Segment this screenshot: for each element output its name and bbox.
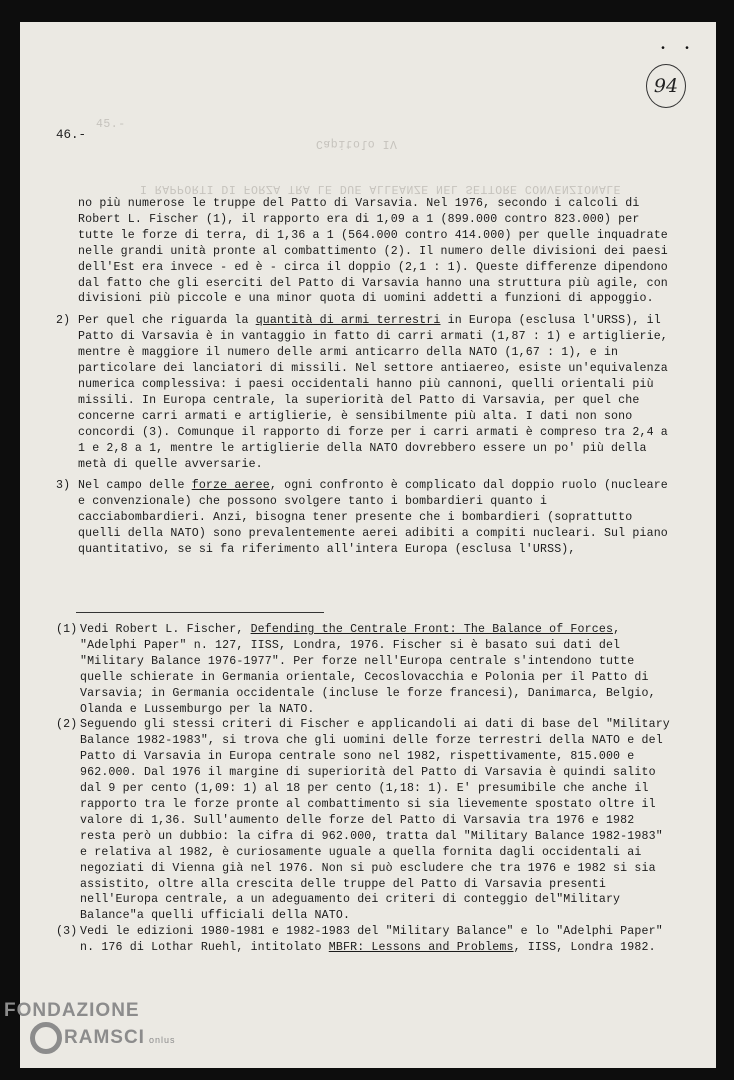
list-item: 3) Nel campo delle forze aeree, ogni confronto è complicato dal doppio ruolo (nucleare e convenzionale) che possono svolgere tanto i bombardieri quanto i cacciabombardieri. Anzi, bisogna tener presente che i bombardieri (soprattutto quelli della NATO) sono prevalentemente aerei adibiti a compiti nucleari. Sul piano quantitativo, se si fa riferimento all'intera Europa (esclusa l'URSS), — [56, 479, 668, 557]
continuation-paragraph: no più numerose le truppe del Patto di Varsavia. Nel 1976, secondo i calcoli di Robert L. Fischer (1), il rapporto era di 1,09 a 1 (899.000 contro 823.000) per tutte le forze di terra, di 1,36 a 1 (564.000 contro 414.000) per quelle inquadrate nelle grandi unità pronte al combattimento (2). Il numero delle divisioni dei paesi dell'Est era invece - ed è - circa il doppio (2,1 : 1). Queste differenze dipendono dal fatto che gli eserciti del Patto di Varsavia hanno una struttura più agile, con divisioni più piccole e una minor quota di uomini addetti a funzioni di appoggio. — [78, 197, 668, 306]
ghost-heading: I RAPPORTI DI FORZA TRA LE DUE ALLEANZE NEL SETTORE CONVENZIONALE — [140, 182, 622, 195]
item-number: 3) — [56, 479, 71, 493]
footnotes — [56, 622, 670, 956]
footnote-title: MBFR: Lessons and Problems — [328, 941, 514, 955]
footnote-number: (3) — [56, 925, 78, 939]
underlined-term: quantità di armi terrestri — [255, 314, 441, 328]
footnote-title: Defending the Centrale Front: The Balance of Forces — [250, 623, 614, 636]
fondazione-gramsci-watermark: FONDAZIONE RAMSCI onlus — [4, 1000, 175, 1054]
list-item: 2) Per quel che riguarda la quantità di armi terrestri in Europa (esclusa l'URSS), il Patto di Varsavia è in vantaggio in fatto di carri armati (1,87 : 1) e artiglierie, mentre è maggiore il numero delle armi anticarro della NATO (1,67 : 1), e in particolare dei lanciatori di missili. Nel settore antiaereo, esiste un'equivalenza numerica complessiva: i paesi occidentali hanno più cannoni, quelli orientali più missili. In Europa centrale, la superiorità del Patto di Varsavia, per quel che concerne carri armati e artiglierie, è sensibilmente più alta. I dati non sono concordi (3). Comunque il rapporto di forze per i carri armati è compreso tra 2,4 a 1 e 2,8 a 1, mentre le artiglierie della NATO dovrebbero essere un po' più della metà di quelle avversarie. — [56, 314, 668, 471]
footnote: (2) Seguendo gli stessi criteri di Fischer e applicandoli ai dati di base del "Military Balance 1982-1983", si trova che gli uomini delle forze terrestri della NATO e del Patto di Varsavia in Europa centrale sono nel 1982, rispettivamente, 815.000 e 962.000. Dal 1976 il margine di superiorità del Patto di Varsavia è quindi salito dal 9 per cento (1,09: 1) al 18 per cento (1,18: 1). E' presumibile che anche il rapporto tra le forze pronte al combattimento si sia lievemente spostato oltre il valore di 1,36. Sull'aumento delle forze del Patto di Varsavia tra 1976 e 1982 resta però un dubbio: la cifra di 962.000, tratta dal "Military Balance 1982-1983" e relativa al 1982, è curiosamente uguale a quella fornita dagli occidentali ai negoziati di Vienna già nel 1976. Non si può escludere che tra 1976 e 1982 si sia assistito, oltre alla crescita delle truppe del Patto di Varsavia presenti nell'Europa centrale, a un adeguamento dei criteri di conteggio del"Military Balance"a quelli ufficiali della NATO. — [56, 718, 670, 923]
g-logo-icon — [30, 1022, 62, 1054]
punch-marks: •• — [660, 44, 709, 55]
footnote: (3) Vedi le edizioni 1980-1981 e 1982-1983 del "Military Balance" e lo "Adelphi Paper" n. 176 di Lothar Ruehl, intitolato MBFR: Lessons and Problems, IISS, Londra 1982. — [56, 925, 663, 955]
ghost-page-number: 45.- — [96, 118, 126, 131]
body-text — [56, 196, 680, 558]
footnote-separator — [76, 612, 324, 613]
ghost-chapter: Capitolo IV — [316, 137, 398, 150]
archive-stamp: 94 — [646, 64, 686, 108]
footnote: (1) Vedi Robert L. Fischer, Defending the Centrale Front: The Balance of Forces, "Adelphi Paper" n. 127, IISS, Londra, 1976. Fischer si è basato sui dati del "Military Balance 1976-1977". Per forze nell'Europa centrale s'intendono tutte quelle schierate in Germania orientale, Cecoslovacchia e Polonia per il Patto di Varsavia; in Germania occidentale (incluse le forze francesi), Danimarca, Belgio, Olanda e Lussemburgo per la NATO. — [56, 623, 656, 716]
underlined-term: forze aeree — [191, 479, 270, 493]
item-number: 2) — [56, 314, 71, 328]
page-number: 46.- — [56, 128, 87, 142]
footnote-number: (2) — [56, 718, 78, 732]
footnote-number: (1) — [56, 623, 78, 636]
